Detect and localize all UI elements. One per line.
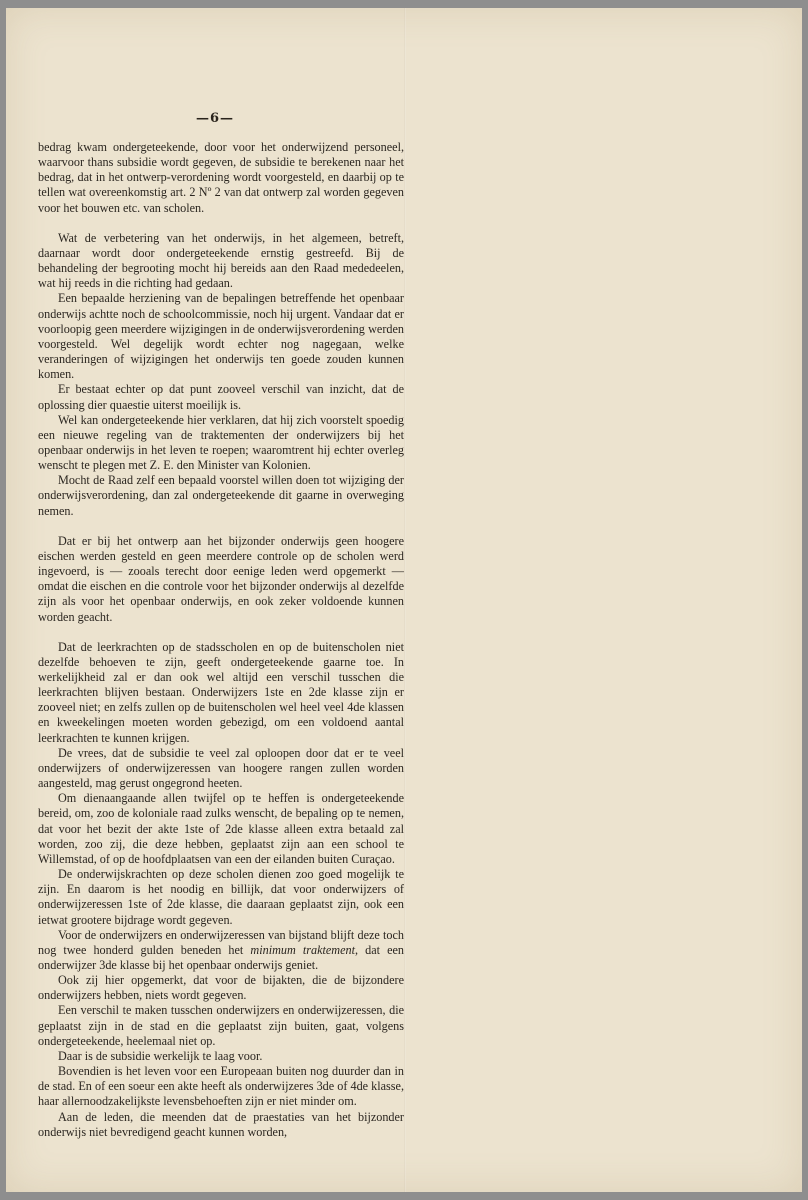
- paragraph: bedrag kwam ondergeteekende, door voor het onderwijzend personeel, waarvoor thans subsidie wordt gegeven, de subsidie te berekenen naar het bedrag, dat in het ontwerp-verordening wordt voorgesteld, en daarbij op te tellen wat overeenkomstig art. 2 Nº 2 van dat ontwerp zal worden gegeven voor het bouwen etc. van scholen.: [38, 140, 404, 215]
- paragraph: Ook zij hier opgemerkt, dat voor de bijakten, die de bijzondere onderwijzers hebben, niets wordt gegeven.: [38, 973, 404, 1003]
- paragraph: Om dienaangaande allen twijfel op te heffen is ondergeteekende bereid, om, zoo de koloniale raad zulks wenscht, de bepaling op te nemen, dat voor het bezit der akte 1ste of 2de klasse alleen extra betaald zal worden, zoo zij, die deze hebben, geplaatst zijn aan een school te Willemstad, of op de hoofdplaatsen van een der eilanden buiten Curaçao.: [38, 791, 404, 866]
- paragraph: Aan de leden, die meenden dat de praestaties van het bijzonder onderwijs niet bevredigend geacht kunnen worden,: [38, 1109, 404, 1139]
- paragraph: Wat de verbetering van het onderwijs, in het algemeen, betreft, daarnaar wordt door ondergeteekende ernstig gestreefd. Bij de behandeling der begrooting mocht hij bereids aan den Raad mededeelen, wat hij reeds in die richting had gedaan.: [38, 230, 404, 291]
- paragraph: De vrees, dat de subsidie te veel zal oploopen door dat er te veel onderwijzers of onderwijzeressen van hoogere rangen zullen worden aangesteld, mag gerust ongegrond heeten.: [38, 745, 404, 791]
- paragraph: Daar is de subsidie werkelijk te laag voor.: [58, 1048, 263, 1063]
- paragraph: Een verschil te maken tusschen onderwijzers en onderwijzeressen, die geplaatst zijn in de stad en die geplaatst zijn buiten, gaat, volgens ondergeteekende, heelemaal niet op.: [38, 1003, 404, 1048]
- paragraph: Er bestaat echter op dat punt zooveel verschil van inzicht, dat de oplossing dier quaestie uiterst moeilijk is.: [38, 382, 404, 412]
- paragraph: De onderwijskrachten op deze scholen dienen zoo goed mogelijk te zijn. En daarom is het noodig en billijk, dat voor onderwijzers of onderwijzeressen 1ste of 2de klasse, die daaraan geplaatst zijn, ook een ietwat grootere bijdrage wordt gegeven.: [38, 867, 404, 927]
- body-text: [38, 140, 404, 1140]
- italic-term: minimum traktement: [250, 942, 355, 957]
- document-page: [6, 8, 802, 1192]
- page-number: —6—: [196, 111, 235, 126]
- paragraph: Bovendien is het leven voor een Europeaan buiten nog duurder dan in de stad. En of een soeur een akte heeft als onderwijzeres 3de of 4de klasse, haar allernoodzakelijkste levensbehoeften zijn er niet minder om.: [38, 1064, 404, 1109]
- paragraph: Mocht de Raad zelf een bepaald voorstel willen doen tot wijziging der onderwijsverordening, dan zal ondergeteekende dit gaarne in overweging nemen.: [38, 473, 404, 518]
- paragraph: Dat er bij het ontwerp aan het bijzonder onderwijs geen hoogere eischen werden gesteld en geen meerdere controle op de scholen werd ingevoerd, is — zooals terecht door eenige leden werd opgemerkt — omdat die eischen en die controle voor het bijzonder onderwijs al dezelfde zijn als voor het openbaar onderwijs, en ook zeker voldoende kunnen worden geacht.: [38, 533, 404, 624]
- paragraph: [38, 928, 404, 973]
- paper-fold: [404, 8, 406, 1192]
- paragraph: Dat de leerkrachten op de stadsscholen en op de buitenscholen niet dezelfde behoeven te zijn, geeft ondergeteekende gaarne toe. In werkelijkheid zal er dan ook wel altijd een verschil tusschen die leerkrachten blijven bestaan. Onderwijzers 1ste en 2de klasse zijn er zooveel niet; en zelfs zullen op de buitenscholen wel heel veel 4de klassen en kweekelingen moeten worden gebezigd, om een voldoend aantal leerkrachten te kunnen krijgen.: [38, 639, 404, 745]
- paragraph: Een bepaalde herziening van de bepalingen betreffende het openbaar onderwijs achtte noch de schoolcommissie, noch hij urgent. Vandaar dat er voorloopig geen meerdere wijzigingen in de onderwijsverordening werden voorgesteld. Wel degelijk wordt echter nog nagegaan, welke veranderingen of wijzigingen het onderwijs ten goede zouden kunnen komen.: [38, 291, 404, 382]
- paragraph-part: , dat een onderwijzer 3de klasse bij het openbaar onderwijs geniet.: [38, 942, 405, 972]
- paragraph: Wel kan ondergeteekende hier verklaren, dat hij zich voorstelt spoedig een nieuwe regeling van de traktementen der onderwijzers bij het openbaar onderwijs in het leven te roepen; waaromtrent hij echter overleg wenscht te plegen met Z. E. den Minister van Kolonien.: [38, 412, 404, 473]
- paragraph-part: Voor de onderwijzers en onderwijzeressen van bijstand blijft deze toch nog twee honderd gulden beneden het: [38, 927, 404, 957]
